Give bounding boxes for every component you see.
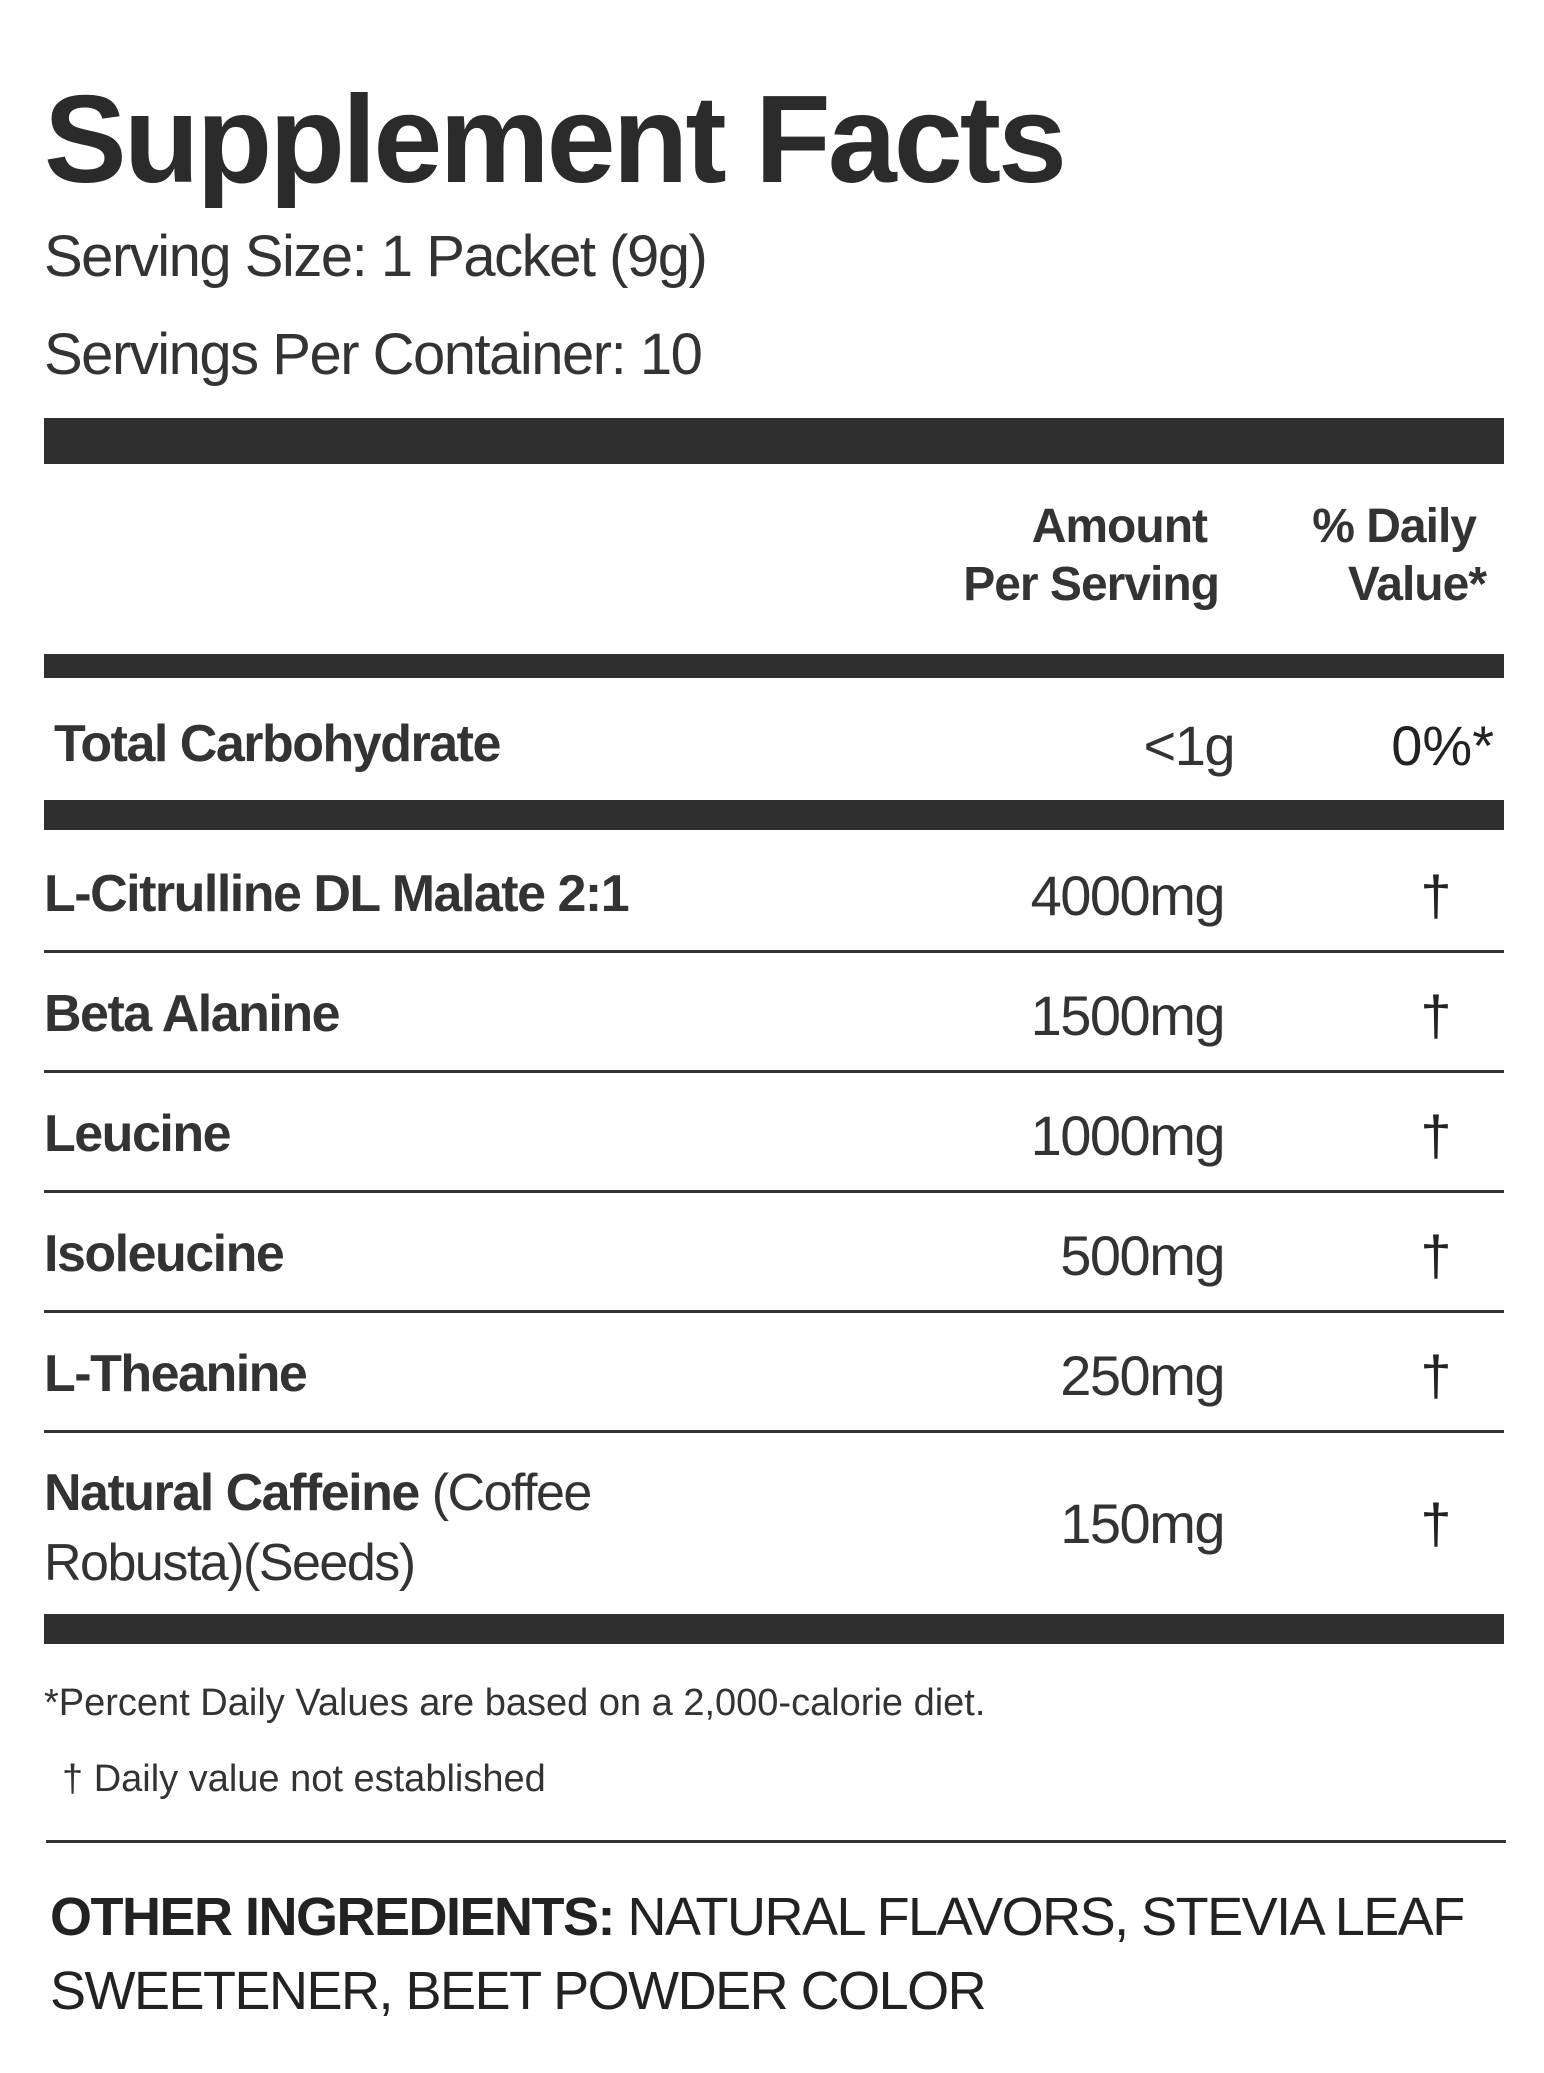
- ingredient-amount: 250mg: [1060, 1344, 1224, 1407]
- ingredient-amount: 4000mg: [1030, 864, 1224, 927]
- thin-divider: [44, 1310, 1504, 1313]
- serving-size: Serving Size: 1 Packet (9g): [44, 224, 707, 289]
- ingredient-daily-value: †: [1420, 1492, 1452, 1555]
- servings-per-container: Servings Per Container: 10: [44, 322, 702, 387]
- ingredient-amount: 500mg: [1060, 1224, 1224, 1287]
- thin-divider: [44, 1190, 1504, 1193]
- ingredient-name: Natural Caffeine (Coffee Robusta)(Seeds): [44, 1464, 591, 1592]
- ingredient-name: Leucine: [44, 1105, 230, 1163]
- other-ingredients-label: OTHER INGREDIENTS:: [50, 1887, 615, 1947]
- ingredient-daily-value: †: [1420, 1224, 1452, 1287]
- dagger-footnote: † Daily value not established: [62, 1758, 546, 1800]
- page-title: Supplement Facts: [44, 71, 1064, 209]
- ingredient-amount: 1000mg: [1030, 1104, 1224, 1167]
- medium-divider: [44, 800, 1504, 830]
- other-ingredients: [50, 1880, 1520, 2028]
- ingredient-amount: 150mg: [1060, 1492, 1224, 1555]
- ingredient-name: L-Theanine: [44, 1345, 307, 1403]
- thin-divider: [46, 1840, 1506, 1843]
- medium-divider: [44, 1614, 1504, 1644]
- ingredient-amount: 1500mg: [1030, 984, 1224, 1047]
- ingredient-daily-value: †: [1420, 864, 1452, 927]
- thin-divider: [44, 1070, 1504, 1073]
- ingredient-name: L-Citrulline DL Malate 2:1: [44, 865, 629, 923]
- daily-value-header: % Daily Value*: [1312, 500, 1486, 611]
- nutrient-amount: <1g: [1143, 714, 1234, 777]
- ingredient-daily-value: †: [1420, 1104, 1452, 1167]
- amount-per-serving-header: Amount Per Serving: [963, 500, 1219, 611]
- supplement-facts-label: [44, 0, 1504, 2073]
- thin-divider: [44, 1430, 1504, 1433]
- thick-divider: [44, 418, 1504, 464]
- ingredient-name: Beta Alanine: [44, 985, 340, 1043]
- ingredient-daily-value: †: [1420, 984, 1452, 1047]
- other-ingredients-text: NATURAL FLAVORS, STEVIA LEAF SWEETENER, BEET POWDER COLOR: [50, 1887, 1464, 2021]
- medium-divider: [44, 654, 1504, 678]
- nutrient-name: Total Carbohydrate: [54, 715, 500, 773]
- percent-daily-value-footnote: *Percent Daily Values are based on a 2,000-calorie diet.: [44, 1682, 986, 1724]
- nutrient-daily-value: 0%*: [1391, 714, 1494, 777]
- ingredient-daily-value: †: [1420, 1344, 1452, 1407]
- ingredient-name: Isoleucine: [44, 1225, 284, 1283]
- thin-divider: [44, 950, 1504, 953]
